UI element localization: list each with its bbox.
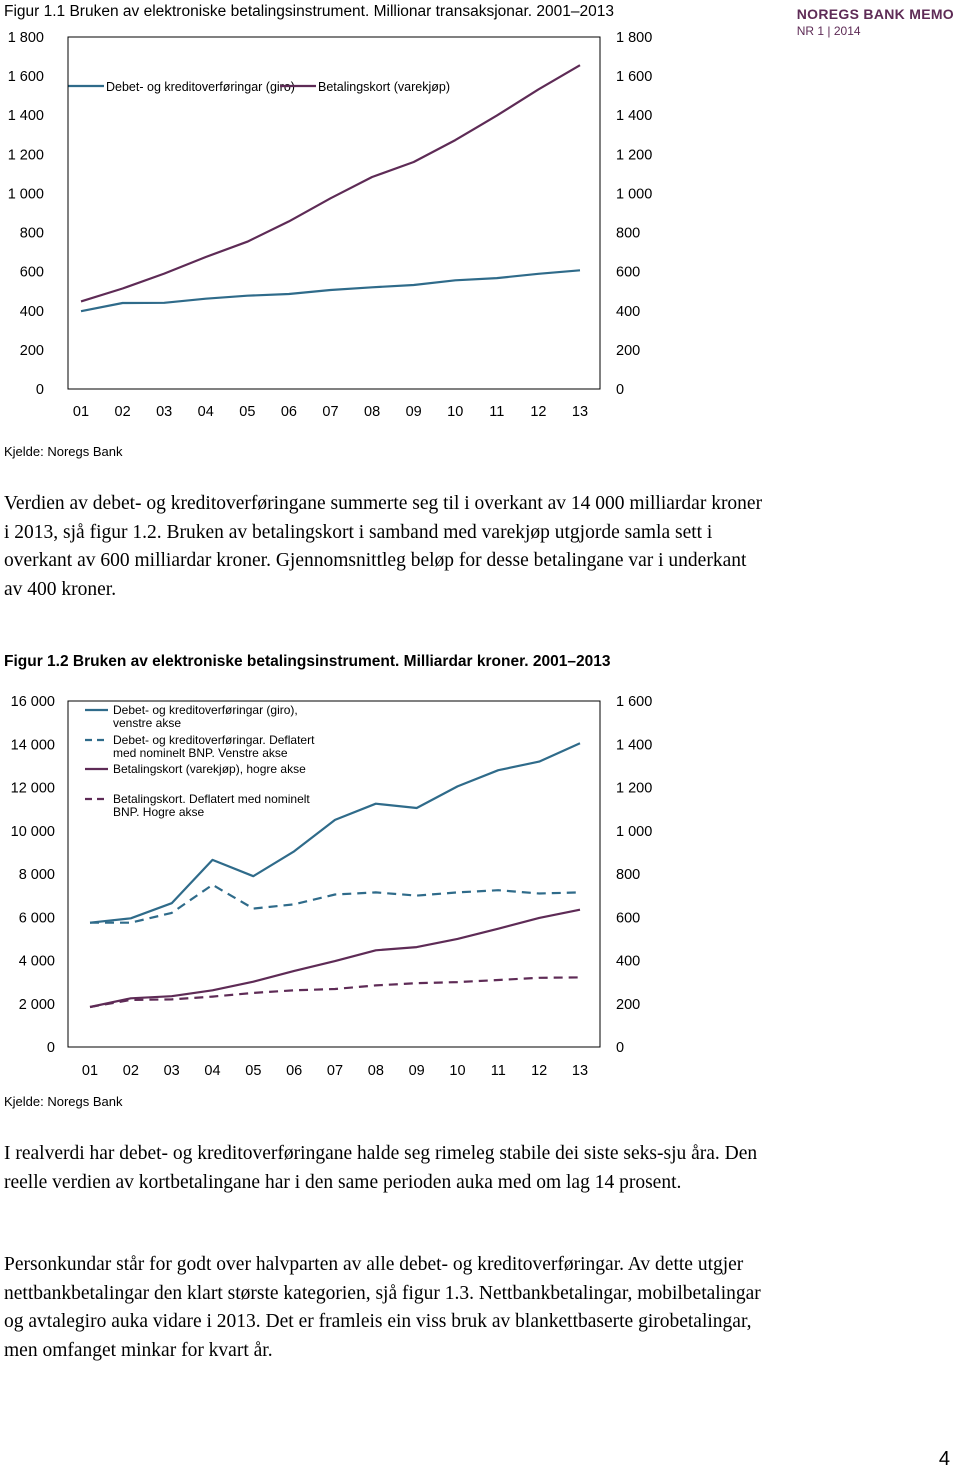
y-tick-label-right: 1 200 — [616, 147, 653, 164]
series-line-4 — [90, 977, 580, 1007]
legend-label — [113, 733, 315, 760]
figure-1-1-chart — [0, 0, 760, 445]
y-tick-label-left: 600 — [19, 264, 44, 281]
y-tick-label-right: 600 — [616, 910, 641, 927]
page-number: 4 — [938, 1448, 950, 1470]
y-tick-label-right: 1 400 — [616, 108, 653, 125]
x-tick-label: 10 — [449, 1063, 466, 1079]
y-tick-label-right: 400 — [616, 953, 641, 970]
legend-label: Debet- og kreditoverføringar (giro) — [106, 80, 295, 94]
y-tick-label-right: 0 — [616, 382, 625, 398]
y-tick-label-left: 14 000 — [10, 737, 55, 754]
x-tick-label: 01 — [72, 404, 90, 420]
paragraph-1: Verdien av debet- og kreditoverføringane summerte seg til i overkant av 14 000 milliardar kroner i 2013, sjå figur 1.2. Bruken av betalingskort i samband med varekjøp utgjorde samla sett i overkant av 600 milliardar kroner. Gjennomsnittleg beløp for desse betalingane var i underkant av 400 kroner. — [4, 493, 763, 600]
x-tick-label: 08 — [367, 1063, 384, 1079]
y-tick-label-right: 1 000 — [616, 823, 653, 840]
legend-label — [113, 703, 298, 730]
x-tick-label: 02 — [122, 1063, 139, 1079]
legend-label-line: Betalingskort. Deflatert med nominelt — [113, 792, 310, 806]
legend-label-line: med nominelt BNP. Venstre akse — [113, 746, 288, 760]
y-tick-label-left: 16 000 — [10, 694, 55, 710]
y-tick-label-left: 6 000 — [18, 910, 55, 927]
x-tick-label: 06 — [286, 1063, 303, 1079]
memo-brand: NOREGS BANK MEMO — [796, 6, 954, 22]
y-tick-label-left: 0 — [46, 1040, 55, 1056]
x-tick-label: 13 — [571, 1063, 589, 1079]
figure-1-2-chart — [0, 648, 760, 1098]
x-tick-label: 05 — [239, 404, 256, 420]
series-line-2 — [90, 885, 580, 923]
y-tick-label-left: 1 200 — [7, 147, 44, 164]
y-tick-label-left: 1 400 — [7, 108, 44, 125]
y-tick-label-right: 1 800 — [616, 30, 653, 46]
x-tick-label: 12 — [531, 1063, 548, 1079]
paragraph-3: Personkundar står for godt over halvparten av alle debet- og kreditoverføringar. Av dette utgjer nettbankbetalingar den klart største kategorien, sjå figur 1.3. Nettbankbetalingar, mobilbetalingar og avtalegiro auka vidare i 2013. Det er framleis ein viss bruk av blankettbaserte girobetalingar, men omfanget minkar for kvart år. — [4, 1254, 761, 1361]
y-tick-label-right: 400 — [616, 303, 641, 320]
legend-label: Betalingskort (varekjøp) — [318, 80, 450, 94]
y-tick-label-right: 800 — [616, 867, 641, 883]
legend-label — [113, 792, 310, 819]
y-tick-label-left: 1 600 — [7, 69, 44, 86]
y-tick-label-left: 4 000 — [18, 953, 55, 970]
y-tick-label-left: 8 000 — [18, 867, 55, 883]
x-tick-label: 13 — [571, 404, 589, 420]
x-tick-label: 09 — [405, 404, 422, 420]
x-tick-label: 04 — [197, 404, 214, 420]
x-tick-label: 11 — [490, 1063, 506, 1079]
figure-1-1-source: Kjelde: Noregs Bank — [4, 444, 123, 459]
y-tick-label-right: 1 000 — [616, 186, 653, 203]
x-tick-label: 04 — [204, 1063, 221, 1079]
y-tick-label-right: 1 200 — [616, 780, 653, 797]
x-tick-label: 07 — [322, 404, 339, 420]
series-line-3 — [90, 910, 580, 1007]
x-tick-label: 07 — [326, 1063, 344, 1079]
y-tick-label-left: 1 800 — [7, 30, 44, 46]
y-tick-label-left: 400 — [19, 303, 44, 320]
y-tick-label-right: 200 — [616, 996, 641, 1013]
legend-label-line: BNP. Hogre akse — [113, 805, 205, 819]
x-tick-label: 06 — [280, 404, 297, 420]
x-tick-label: 11 — [489, 404, 505, 420]
legend-label — [113, 762, 306, 776]
figure-1-2-title: Figur 1.2 Bruken av elektroniske betalingsinstrument. Milliardar kroner. 2001–2013 — [4, 653, 611, 670]
y-tick-label-left: 800 — [19, 225, 44, 242]
x-tick-label: 05 — [245, 1063, 262, 1079]
figure-1-1-title: Figur 1.1 Bruken av elektroniske betalingsinstrument. Millionar transaksjonar. 2001–2013 — [4, 3, 615, 20]
memo-issue: NR 1 | 2014 — [796, 24, 861, 38]
y-tick-label-right: 1 400 — [616, 737, 653, 754]
y-tick-label-right: 1 600 — [616, 69, 653, 86]
x-tick-label: 02 — [114, 404, 131, 420]
y-tick-label-left: 200 — [19, 342, 44, 359]
x-tick-label: 08 — [364, 404, 381, 420]
legend-label-line: Debet- og kreditoverføringar (giro), — [113, 703, 298, 717]
series-line-2 — [81, 65, 580, 301]
y-tick-label-left: 1 000 — [7, 186, 44, 203]
x-tick-label: 09 — [408, 1063, 425, 1079]
x-tick-label: 12 — [530, 404, 547, 420]
x-tick-label: 10 — [447, 404, 464, 420]
x-tick-label: 03 — [156, 404, 173, 420]
x-tick-label: 01 — [81, 1063, 99, 1079]
legend-label-line: Betalingskort (varekjøp), hogre akse — [113, 762, 306, 776]
legend-label-line: venstre akse — [113, 716, 182, 730]
y-tick-label-right: 600 — [616, 264, 641, 281]
x-tick-label: 03 — [163, 1063, 180, 1079]
memo-header — [797, 6, 954, 38]
y-tick-label-left: 2 000 — [18, 996, 55, 1013]
y-tick-label-right: 0 — [616, 1040, 625, 1056]
y-tick-label-right: 200 — [616, 342, 641, 359]
y-tick-label-left: 0 — [35, 382, 44, 398]
y-tick-label-left: 10 000 — [10, 823, 55, 840]
figure-1-2-source: Kjelde: Noregs Bank — [4, 1094, 123, 1109]
paragraph-2: I realverdi har debet- og kreditoverføringane halde seg rimeleg stabile dei siste seks-sju åra. Den reelle verdien av kortbetalingane har i den same perioden auka med om lag 14 prosent. — [4, 1143, 758, 1193]
y-tick-label-left: 12 000 — [10, 780, 55, 797]
legend-label-line: Debet- og kreditoverføringar. Deflatert — [113, 733, 315, 747]
y-tick-label-right: 800 — [616, 225, 641, 242]
y-tick-label-right: 1 600 — [616, 694, 653, 710]
